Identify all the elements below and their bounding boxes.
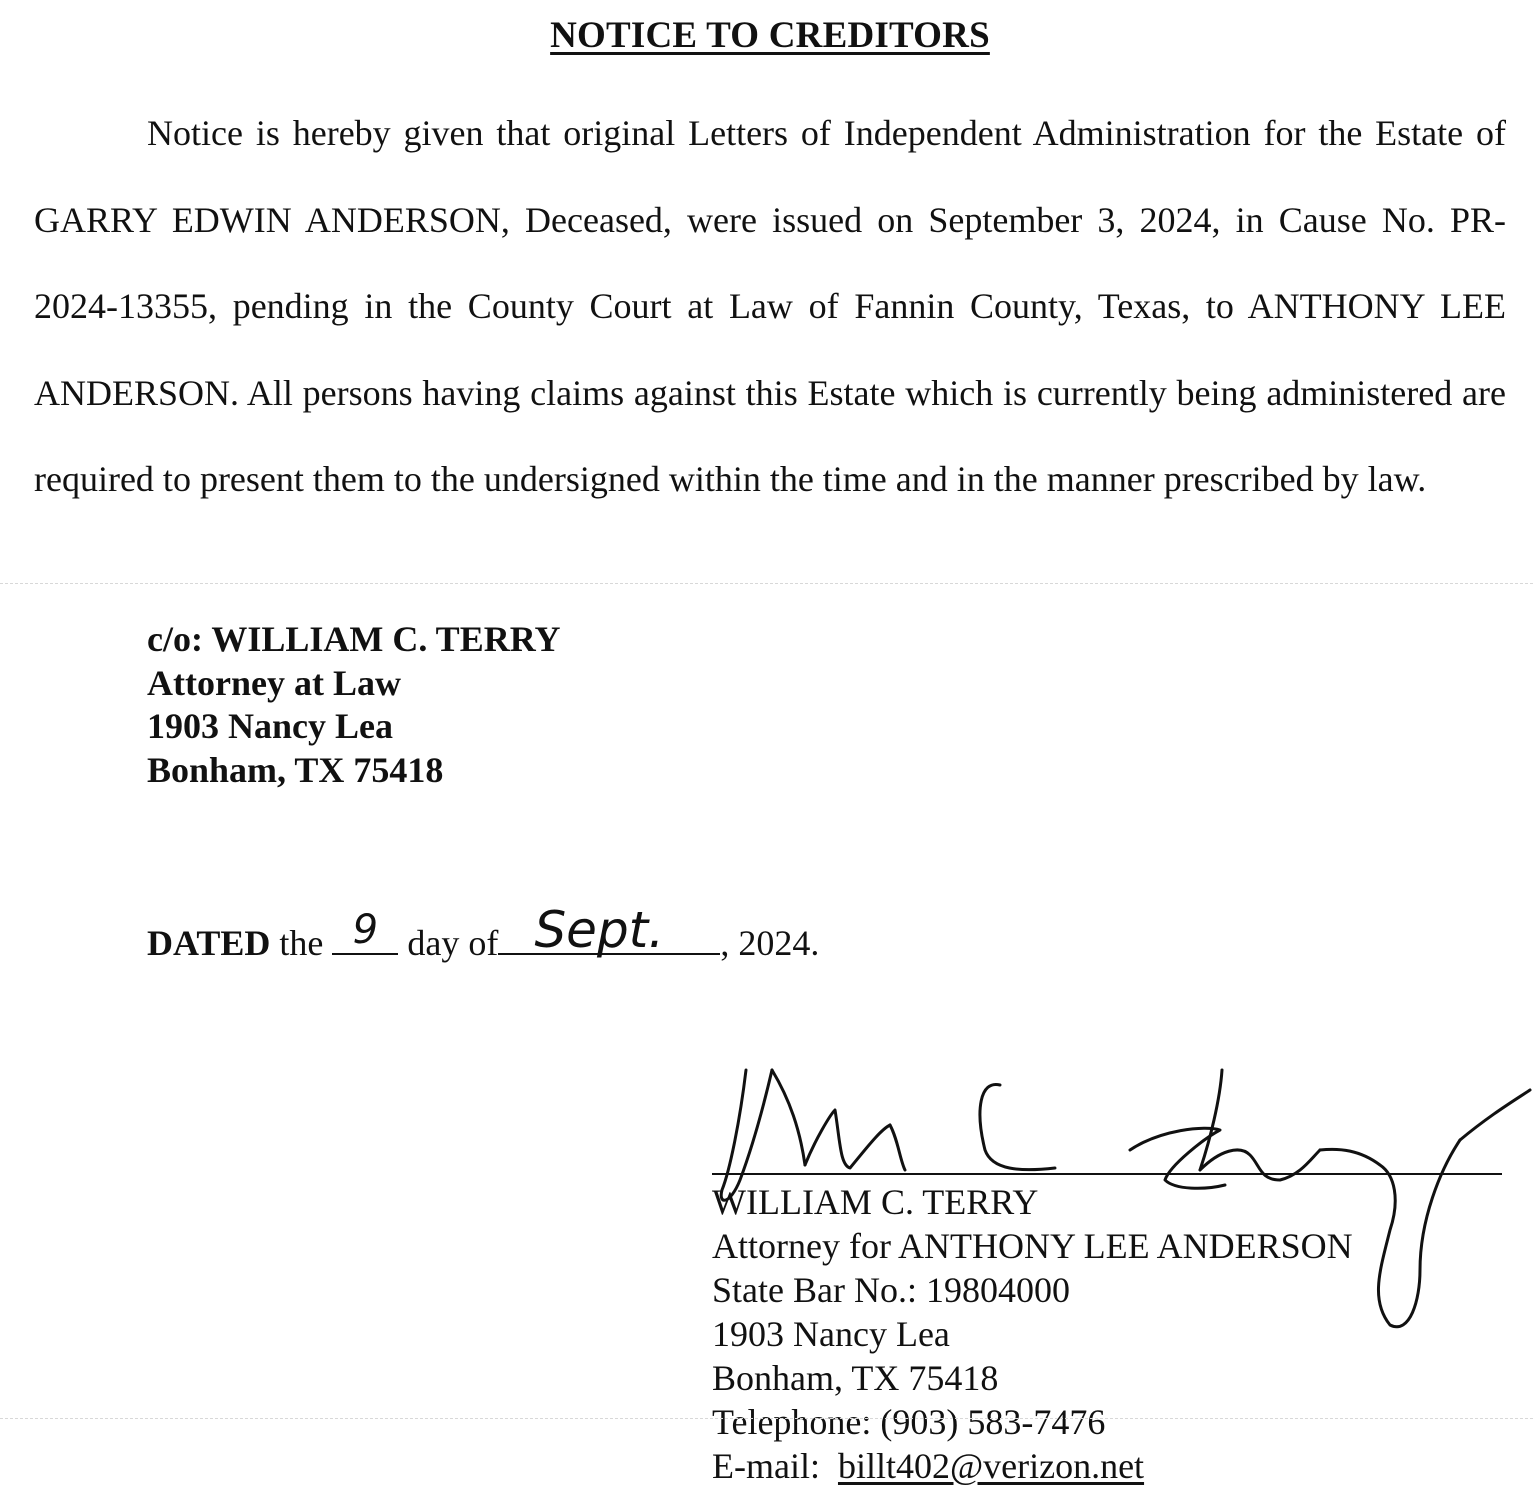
dated-the: the	[279, 923, 324, 963]
fold-line-bottom	[0, 1418, 1533, 1419]
signer-bar-number: State Bar No.: 19804000	[712, 1270, 1070, 1310]
care-of-title: Attorney at Law	[147, 662, 401, 703]
signer-city: Bonham, TX 75418	[712, 1358, 999, 1398]
care-of-name: c/o: WILLIAM C. TERRY	[147, 619, 561, 659]
signature-line	[712, 1173, 1502, 1175]
care-of-street: 1903 Nancy Lea	[147, 706, 393, 746]
dated-line	[147, 901, 820, 968]
month-blank	[498, 901, 720, 959]
email-label: E-mail:	[712, 1446, 838, 1486]
day-blank	[332, 907, 398, 955]
dated-day-of: day of	[407, 923, 499, 963]
day-handwritten: 9	[352, 907, 379, 953]
signer-email-line	[712, 1444, 1353, 1488]
signer-telephone: Telephone: (903) 583-7476	[712, 1402, 1106, 1442]
care-of-block	[147, 618, 560, 792]
email-link[interactable]: billt402@verizon.net	[837, 1446, 1145, 1486]
notice-title: NOTICE TO CREDITORS	[550, 15, 990, 56]
notice-body: Notice is hereby given that original Letters of Independent Administration for the Estate of GARRY EDWIN ANDERSON, Deceased, were issued on September 3, 2024, in Cause No. PR-2024-13355, pending in the County Court at Law of Fannin County, Texas, to ANTHONY LEE ANDERSON. All persons having claims against this Estate which is currently being administered are required to present them to the undersigned within the time and in the manner prescribed by law.	[34, 113, 1506, 499]
signature-block	[712, 1180, 1353, 1488]
dated-year: , 2024.	[720, 923, 820, 963]
signer-name: WILLIAM C. TERRY	[712, 1182, 1039, 1222]
signer-role: Attorney for ANTHONY LEE ANDERSON	[712, 1226, 1353, 1266]
care-of-city: Bonham, TX 75418	[147, 749, 444, 790]
dated-label: DATED	[147, 923, 271, 963]
signer-street: 1903 Nancy Lea	[712, 1314, 950, 1354]
fold-line	[0, 583, 1533, 584]
month-handwritten: Sept.	[534, 901, 665, 959]
